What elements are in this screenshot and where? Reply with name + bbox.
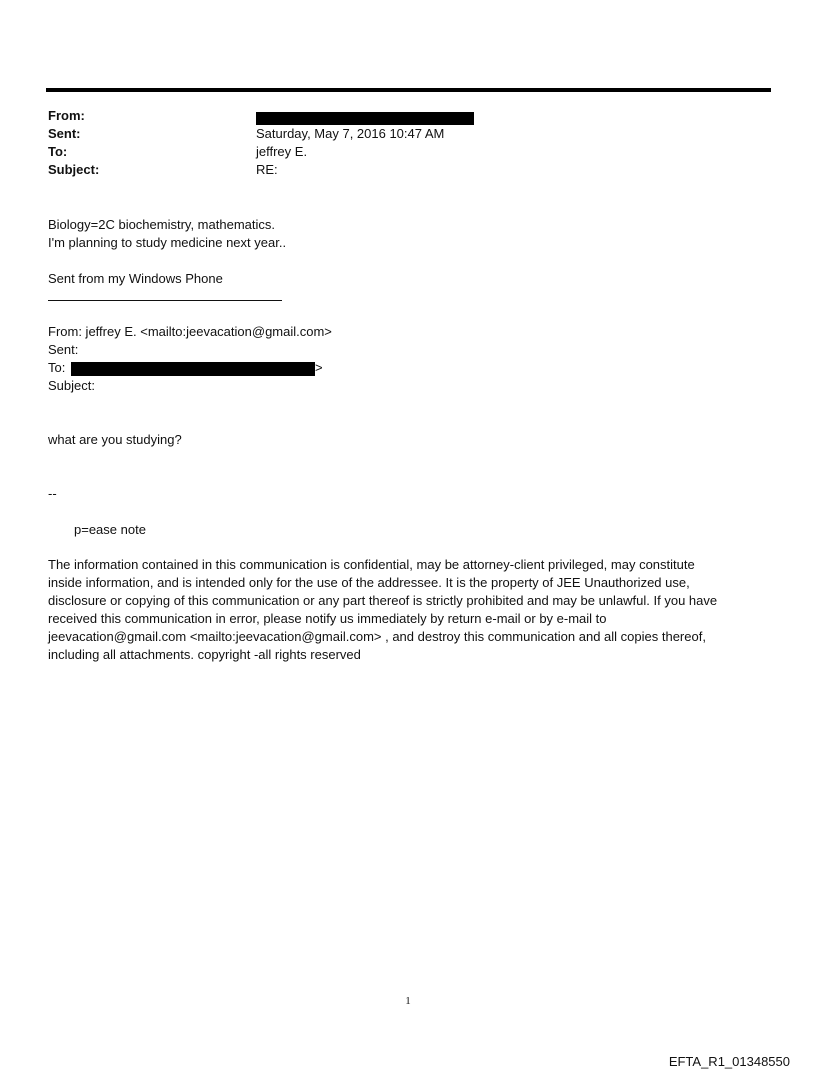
quoted-sent-line: Sent: [48, 342, 79, 357]
disclaimer-line-4: received this communication in error, please notify us immediately by return e-mail or by e-mail to [48, 611, 607, 626]
quoted-to-redaction [71, 362, 315, 376]
subject-row [48, 161, 748, 179]
disclaimer-line-6: including all attachments. copyright -all rights reserved [48, 647, 361, 662]
quoted-from-line: From: jeffrey E. <mailto:jeevacation@gmail.com> [48, 324, 332, 339]
from-label: From: [48, 108, 85, 123]
to-value: jeffrey E. [256, 144, 308, 159]
quoted-dashes: -- [48, 486, 57, 501]
body-line-2: I'm planning to study medicine next year.. [48, 235, 287, 250]
disclaimer-line-5: jeevacation@gmail.com <mailto:jeevacation@gmail.com> , and destroy this communication and all copies thereof, [48, 629, 706, 644]
disclaimer-line-2: inside information, and is intended only for the use of the addressee. It is the property of JEE Unauthorized use, [48, 575, 690, 590]
to-label: To: [48, 144, 68, 159]
quoted-subject-line: Subject: [48, 378, 95, 393]
subject-label: Subject: [48, 162, 100, 177]
disclaimer-line-3: disclosure or copying of this communication or any part thereof is strictly prohibited and may be unlawful. If you have [48, 593, 718, 608]
quoted-to-line [48, 359, 323, 377]
subject-value: RE: [256, 162, 278, 177]
quoted-to-label: To: [48, 360, 66, 375]
sent-value: Saturday, May 7, 2016 10:47 AM [256, 126, 445, 141]
sent-label: Sent: [48, 126, 81, 141]
quote-separator [48, 300, 282, 301]
page-number: 1 [405, 995, 411, 1007]
body-line-1: Biology=2C biochemistry, mathematics. [48, 217, 275, 232]
disclaimer-line-1: The information contained in this communication is confidential, may be attorney-client privileged, may constitute [48, 557, 695, 572]
from-row [48, 107, 748, 125]
quoted-question: what are you studying? [48, 432, 182, 447]
signature-line: Sent from my Windows Phone [48, 271, 223, 286]
header-rule [46, 88, 771, 92]
quoted-to-suffix: > [314, 360, 323, 375]
to-row [48, 143, 748, 161]
quoted-note: p=ease note [74, 522, 146, 537]
sent-row [48, 125, 748, 143]
confidentiality-disclaimer [48, 556, 770, 664]
document-id: EFTA_R1_01348550 [668, 1054, 790, 1069]
